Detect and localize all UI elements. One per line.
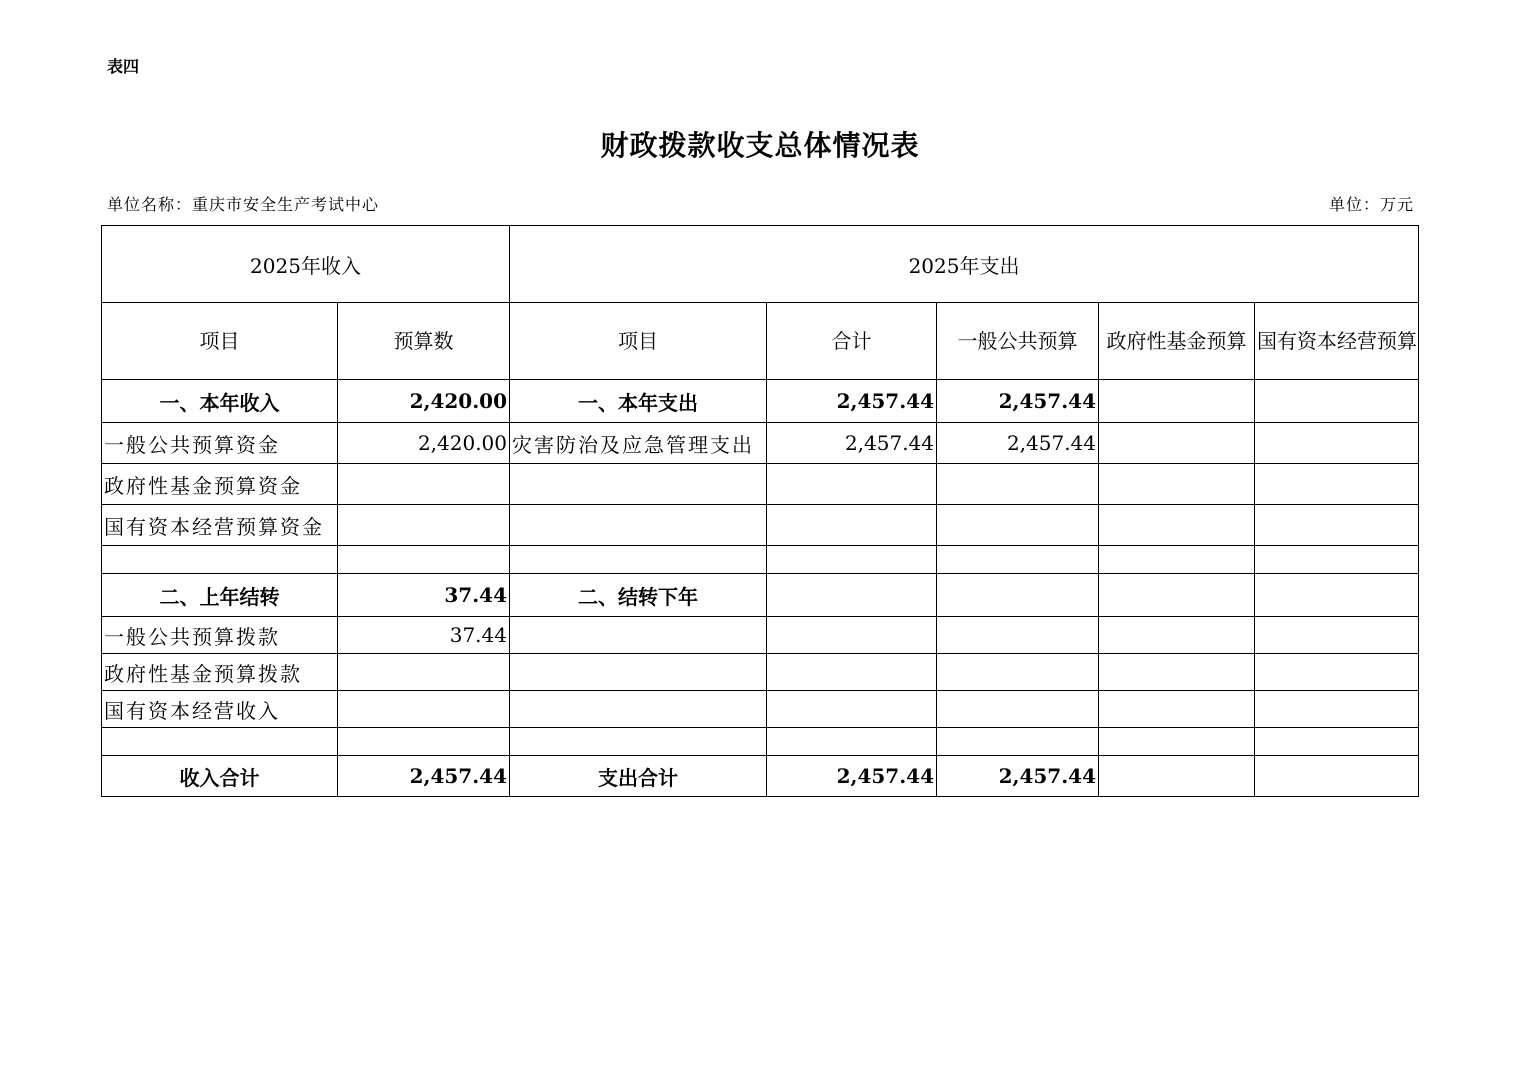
income-amount-cell — [338, 546, 510, 574]
gov-fund-cell — [1099, 617, 1255, 654]
general-budget-cell — [937, 505, 1099, 546]
income-amount-cell — [338, 464, 510, 505]
general-budget-cell — [937, 574, 1099, 617]
budget-table — [101, 225, 1419, 797]
table-row — [102, 574, 1419, 617]
expense-total-header: 合计 — [767, 303, 937, 380]
general-budget-cell — [937, 546, 1099, 574]
table-number: 表四 — [107, 57, 140, 76]
expense-total-cell — [767, 464, 937, 505]
table-row — [102, 380, 1419, 423]
column-header-row — [102, 303, 1419, 380]
expense-item-cell: 二、结转下年 — [510, 574, 767, 617]
state-capital-cell — [1255, 617, 1419, 654]
expense-total-cell: 2,457.44 — [767, 756, 937, 797]
general-budget-cell: 2,457.44 — [937, 423, 1099, 464]
income-amount-cell: 37.44 — [338, 617, 510, 654]
state-capital-cell — [1255, 546, 1419, 574]
general-budget-cell — [937, 728, 1099, 756]
general-budget-cell — [937, 691, 1099, 728]
expense-total-cell: 2,457.44 — [767, 423, 937, 464]
income-amount-cell: 2,457.44 — [338, 756, 510, 797]
table-row — [102, 691, 1419, 728]
general-budget-cell: 2,457.44 — [937, 756, 1099, 797]
income-section-header: 2025年收入 — [102, 226, 510, 303]
state-capital-budget-header: 国有资本经营预算 — [1255, 303, 1419, 380]
gov-fund-cell — [1099, 464, 1255, 505]
expense-item-cell — [510, 505, 767, 546]
state-capital-cell — [1255, 756, 1419, 797]
state-capital-cell — [1255, 423, 1419, 464]
income-item-header: 项目 — [102, 303, 338, 380]
expense-item-cell — [510, 728, 767, 756]
expense-item-cell — [510, 654, 767, 691]
income-item-cell: 一、本年收入 — [102, 380, 338, 423]
income-amount-cell: 2,420.00 — [338, 380, 510, 423]
income-item-cell: 一般公共预算资金 — [102, 423, 338, 464]
income-amount-cell — [338, 654, 510, 691]
state-capital-cell — [1255, 654, 1419, 691]
general-budget-cell — [937, 617, 1099, 654]
expense-item-cell: 支出合计 — [510, 756, 767, 797]
gov-fund-cell — [1099, 654, 1255, 691]
expense-item-cell: 一、本年支出 — [510, 380, 767, 423]
expense-item-cell — [510, 464, 767, 505]
page-title: 财政拨款收支总体情况表 — [600, 129, 920, 162]
expense-total-cell — [767, 728, 937, 756]
general-budget-cell — [937, 464, 1099, 505]
state-capital-cell — [1255, 505, 1419, 546]
expense-section-header: 2025年支出 — [510, 226, 1419, 303]
gov-fund-cell — [1099, 505, 1255, 546]
income-budget-header: 预算数 — [338, 303, 510, 380]
currency-unit-label: 单位：万元 — [1328, 195, 1414, 214]
gov-fund-cell — [1099, 423, 1255, 464]
state-capital-cell — [1255, 728, 1419, 756]
expense-total-cell — [767, 546, 937, 574]
income-amount-cell — [338, 728, 510, 756]
income-item-cell — [102, 728, 338, 756]
expense-total-cell — [767, 574, 937, 617]
expense-total-cell — [767, 654, 937, 691]
income-item-cell: 二、上年结转 — [102, 574, 338, 617]
table-row — [102, 546, 1419, 574]
general-budget-header: 一般公共预算 — [937, 303, 1099, 380]
expense-item-cell — [510, 546, 767, 574]
income-item-cell — [102, 546, 338, 574]
income-amount-cell — [338, 505, 510, 546]
income-amount-cell: 37.44 — [338, 574, 510, 617]
total-row — [102, 756, 1419, 797]
income-item-cell: 国有资本经营收入 — [102, 691, 338, 728]
state-capital-cell — [1255, 574, 1419, 617]
table-row — [102, 505, 1419, 546]
income-amount-cell: 2,420.00 — [338, 423, 510, 464]
table-row — [102, 617, 1419, 654]
expense-item-cell: 灾害防治及应急管理支出 — [510, 423, 767, 464]
expense-total-cell: 2,457.44 — [767, 380, 937, 423]
expense-item-header: 项目 — [510, 303, 767, 380]
gov-fund-cell — [1099, 691, 1255, 728]
gov-fund-cell — [1099, 574, 1255, 617]
unit-name-label: 单位名称：重庆市安全生产考试中心 — [107, 195, 380, 214]
table-row — [102, 464, 1419, 505]
table-row — [102, 728, 1419, 756]
general-budget-cell — [937, 654, 1099, 691]
gov-fund-cell — [1099, 728, 1255, 756]
table-row — [102, 654, 1419, 691]
income-amount-cell — [338, 691, 510, 728]
gov-fund-budget-header: 政府性基金预算 — [1099, 303, 1255, 380]
general-budget-cell: 2,457.44 — [937, 380, 1099, 423]
income-item-cell: 政府性基金预算资金 — [102, 464, 338, 505]
expense-item-cell — [510, 617, 767, 654]
gov-fund-cell — [1099, 546, 1255, 574]
income-item-cell: 收入合计 — [102, 756, 338, 797]
state-capital-cell — [1255, 380, 1419, 423]
income-item-cell: 一般公共预算拨款 — [102, 617, 338, 654]
table-row — [102, 423, 1419, 464]
gov-fund-cell — [1099, 380, 1255, 423]
expense-total-cell — [767, 617, 937, 654]
state-capital-cell — [1255, 464, 1419, 505]
state-capital-cell — [1255, 691, 1419, 728]
income-item-cell: 国有资本经营预算资金 — [102, 505, 338, 546]
gov-fund-cell — [1099, 756, 1255, 797]
income-item-cell: 政府性基金预算拨款 — [102, 654, 338, 691]
expense-total-cell — [767, 505, 937, 546]
expense-total-cell — [767, 691, 937, 728]
expense-item-cell — [510, 691, 767, 728]
section-header-row — [102, 226, 1419, 303]
